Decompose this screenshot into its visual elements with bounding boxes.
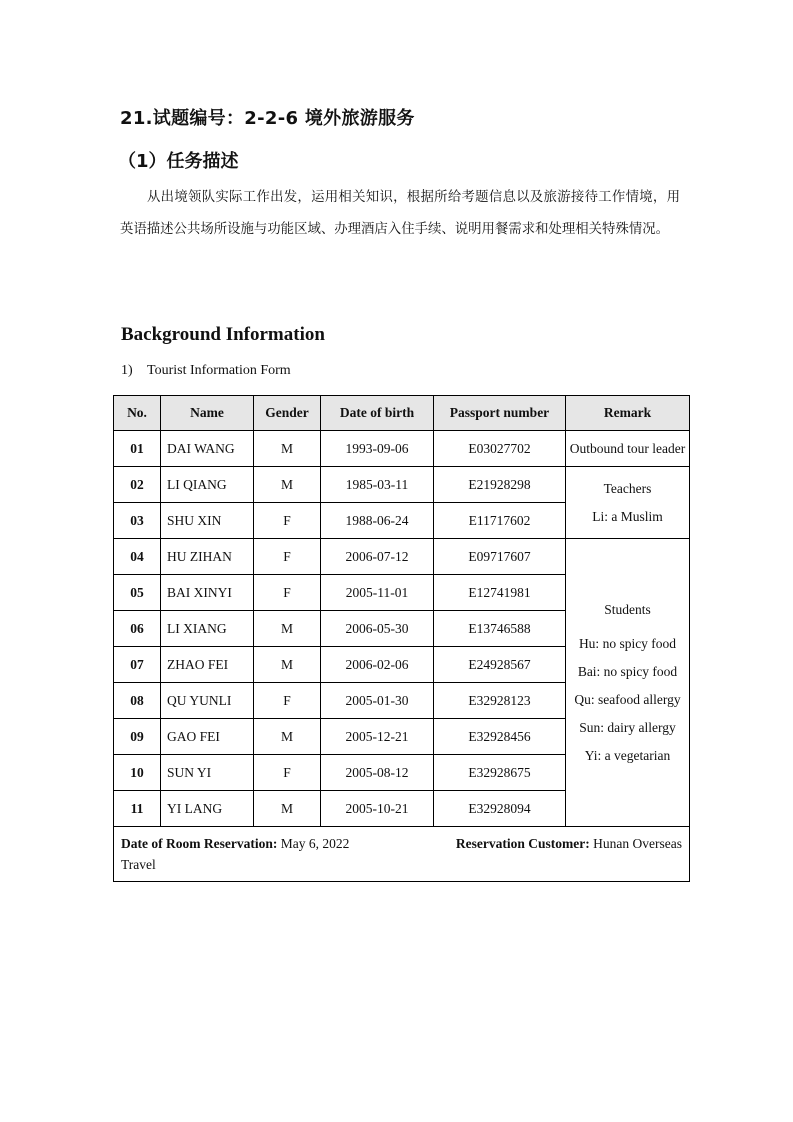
cell-passport: E32928123: [434, 683, 566, 719]
task-description-heading: （1）任务描述: [118, 151, 239, 172]
tourist-info-table: [113, 395, 690, 882]
cell-no: 08: [114, 683, 161, 719]
cell-dob: 1985-03-11: [321, 467, 434, 503]
table-header-row: [114, 396, 690, 431]
cell-passport: E21928298: [434, 467, 566, 503]
remark-leader: Outbound tour leader: [566, 431, 690, 467]
reservation-customer-value: Hunan Overseas: [593, 836, 682, 851]
cell-no: 02: [114, 467, 161, 503]
table-row: [114, 431, 690, 467]
cell-dob: 2005-08-12: [321, 755, 434, 791]
cell-passport: E24928567: [434, 647, 566, 683]
cell-name: BAI XINYI: [161, 575, 254, 611]
cell-name: GAO FEI: [161, 719, 254, 755]
header-no: No.: [114, 396, 161, 431]
background-title: Background Information: [121, 324, 325, 345]
cell-gender: M: [254, 611, 321, 647]
cell-name: SUN YI: [161, 755, 254, 791]
cell-no: 06: [114, 611, 161, 647]
reservation-customer: [456, 833, 682, 854]
reservation-date-value: May 6, 2022: [280, 836, 350, 851]
remark-line: Students: [604, 601, 651, 617]
cell-passport: E12741981: [434, 575, 566, 611]
cell-no: 09: [114, 719, 161, 755]
remark-line: Qu: seafood allergy: [574, 691, 681, 707]
cell-name: SHU XIN: [161, 503, 254, 539]
cell-passport: E03027702: [434, 431, 566, 467]
table-row: [114, 467, 690, 503]
form-label-number: 1): [121, 363, 133, 378]
cell-no: 04: [114, 539, 161, 575]
cell-dob: 2006-07-12: [321, 539, 434, 575]
cell-name: QU YUNLI: [161, 683, 254, 719]
remark-line: Li: a Muslim: [592, 508, 663, 524]
cell-gender: M: [254, 431, 321, 467]
remark-students: [566, 539, 690, 827]
cell-gender: M: [254, 647, 321, 683]
reservation-footer: [114, 827, 690, 882]
remark-line: Bai: no spicy food: [577, 663, 678, 679]
reservation-customer-label: Reservation Customer:: [455, 836, 590, 851]
cell-name: LI QIANG: [161, 467, 254, 503]
header-remark: Remark: [566, 396, 690, 431]
cell-dob: 1988-06-24: [321, 503, 434, 539]
cell-gender: M: [254, 791, 321, 827]
cell-passport: E32928456: [434, 719, 566, 755]
cell-gender: F: [254, 755, 321, 791]
cell-gender: M: [254, 467, 321, 503]
form-label: [121, 363, 291, 379]
remark-line: Sun: dairy allergy: [579, 719, 676, 735]
cell-no: 01: [114, 431, 161, 467]
header-passport: Passport number: [434, 396, 566, 431]
reservation-footer-row: [114, 827, 690, 882]
cell-name: HU ZIHAN: [161, 539, 254, 575]
cell-dob: 2006-02-06: [321, 647, 434, 683]
cell-dob: 2005-10-21: [321, 791, 434, 827]
cell-name: LI XIANG: [161, 611, 254, 647]
cell-no: 10: [114, 755, 161, 791]
cell-dob: 2005-12-21: [321, 719, 434, 755]
form-label-text: Tourist Information Form: [147, 363, 291, 378]
reservation-date: [121, 833, 349, 854]
reservation-date-label: Date of Room Reservation:: [121, 836, 278, 851]
cell-dob: 2005-01-30: [321, 683, 434, 719]
cell-passport: E13746588: [434, 611, 566, 647]
header-gender: Gender: [254, 396, 321, 431]
table-row: [114, 539, 690, 575]
header-name: Name: [161, 396, 254, 431]
remark-line: Hu: no spicy food: [578, 635, 677, 651]
cell-name: DAI WANG: [161, 431, 254, 467]
cell-name: ZHAO FEI: [161, 647, 254, 683]
remark-line: Teachers: [603, 480, 652, 496]
cell-gender: F: [254, 575, 321, 611]
task-description-text: 从出境领队实际工作出发，运用相关知识，根据所给考题信息以及旅游接待工作情境，用英语描述公共场所设施与功能区域、办理酒店入住手续、说明用餐需求和处理相关特殊情况。: [120, 190, 680, 237]
cell-gender: F: [254, 503, 321, 539]
cell-gender: F: [254, 683, 321, 719]
cell-no: 11: [114, 791, 161, 827]
cell-passport: E09717607: [434, 539, 566, 575]
cell-no: 03: [114, 503, 161, 539]
cell-name: YI LANG: [161, 791, 254, 827]
cell-gender: F: [254, 539, 321, 575]
cell-dob: 2005-11-01: [321, 575, 434, 611]
cell-gender: M: [254, 719, 321, 755]
cell-no: 05: [114, 575, 161, 611]
reservation-line: [121, 833, 682, 854]
cell-passport: E32928094: [434, 791, 566, 827]
question-heading: 21.试题编号：2-2-6 境外旅游服务: [120, 108, 415, 129]
remark-teachers: [566, 467, 690, 539]
remark-line: Yi: a vegetarian: [584, 747, 671, 763]
reservation-customer-value-continued: Travel: [121, 857, 156, 872]
cell-dob: 2006-05-30: [321, 611, 434, 647]
cell-dob: 1993-09-06: [321, 431, 434, 467]
cell-passport: E11717602: [434, 503, 566, 539]
cell-passport: E32928675: [434, 755, 566, 791]
header-dob: Date of birth: [321, 396, 434, 431]
cell-no: 07: [114, 647, 161, 683]
